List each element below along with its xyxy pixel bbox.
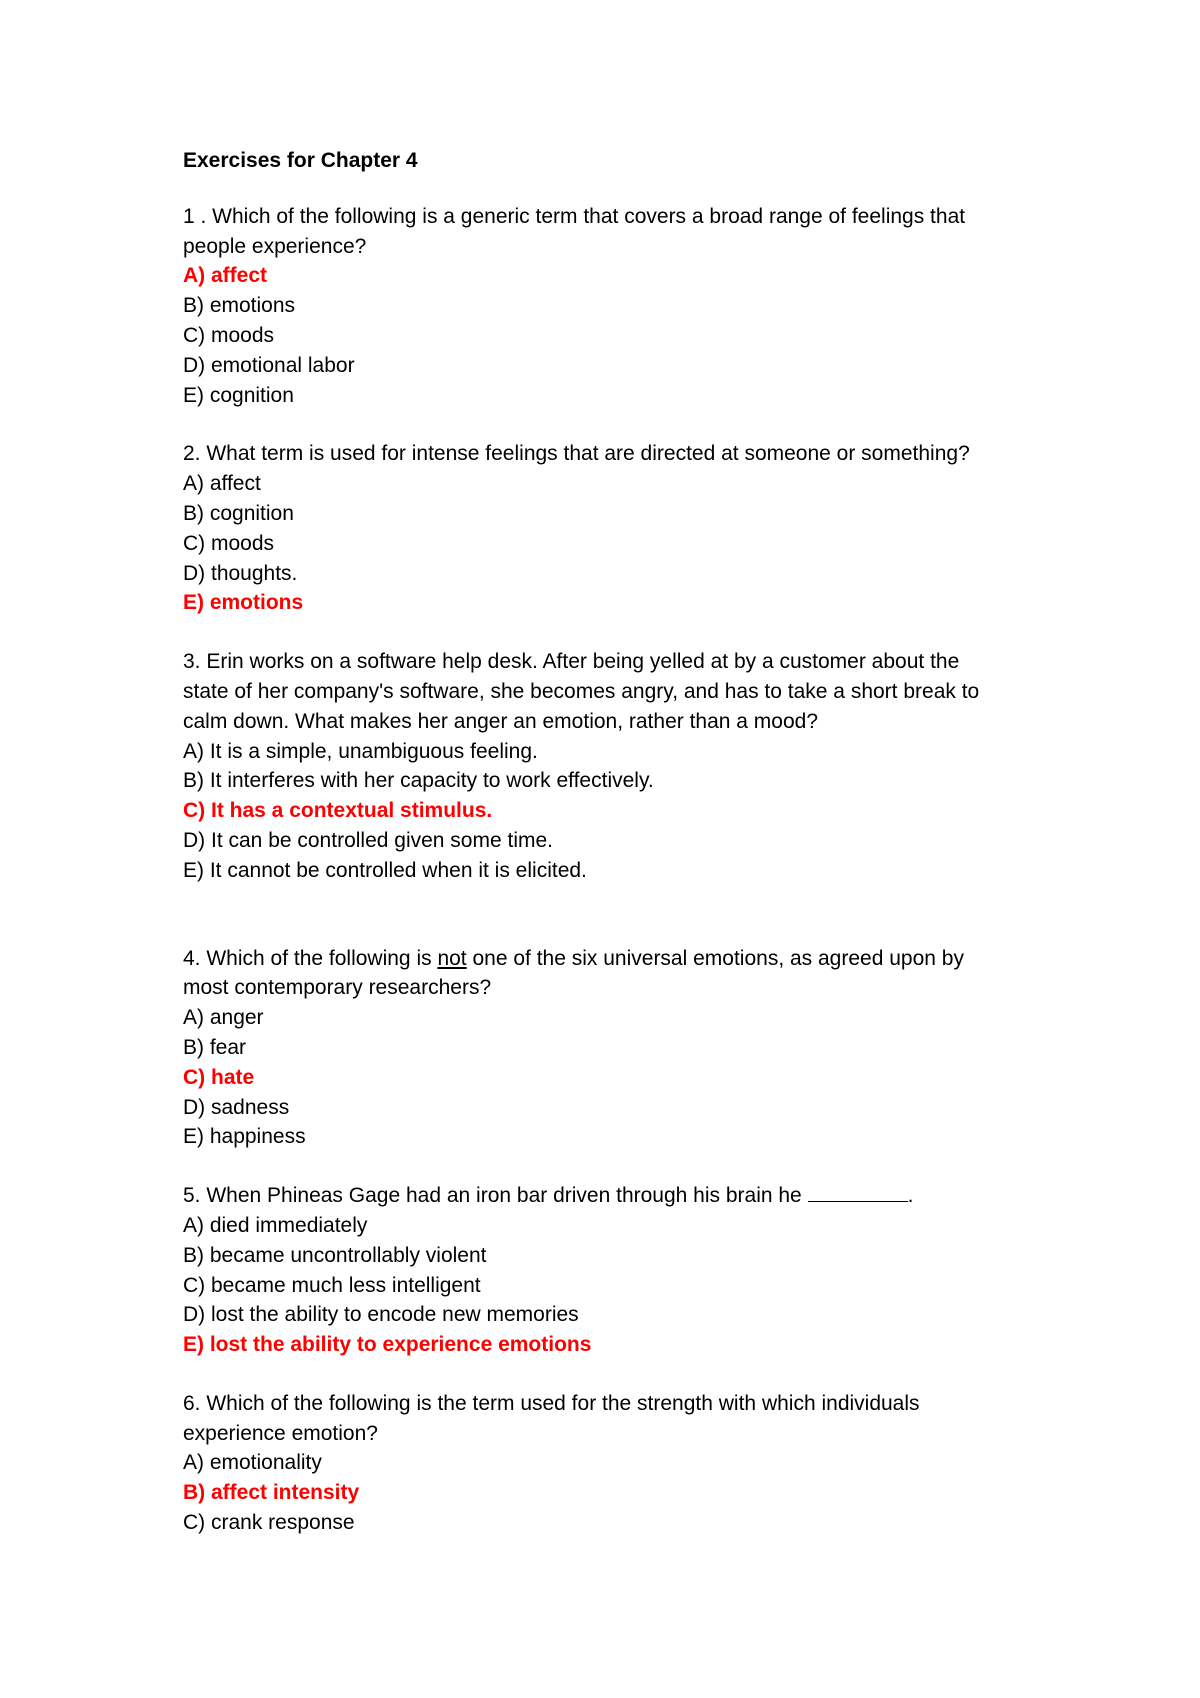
question-2-option-e-correct: E) emotions (183, 591, 304, 615)
question-4-option-b: B) fear (183, 1035, 247, 1059)
question-4-option-c-correct: C) hate (183, 1065, 255, 1089)
question-2-option-d: D) thoughts. (183, 561, 298, 585)
question-6-stem-line-1: 6. Which of the following is the term used for the strength with which individuals (183, 1391, 920, 1415)
document-page (183, 146, 1063, 1567)
question-6-option-c: C) crank response (183, 1511, 355, 1535)
question-5-stem-line-1 (183, 1181, 1063, 1211)
question-5-option-c: C) became much less intelligent (183, 1273, 481, 1297)
question-2-option-a: A) affect (183, 472, 261, 496)
question-5-stem-text: 5. When Phineas Gage had an iron bar driven through his brain he (183, 1184, 808, 1208)
question-1-option-d: D) emotional labor (183, 353, 355, 377)
question-4-option-d: D) sadness (183, 1095, 290, 1119)
question-5-option-d: D) lost the ability to encode new memories (183, 1303, 579, 1327)
question-3-option-a: A) It is a simple, unambiguous feeling. (183, 739, 538, 763)
question-3 (183, 647, 1063, 885)
question-1-option-b: B) emotions (183, 294, 296, 318)
question-4-stem-prefix: 4. Which of the following is (183, 946, 438, 970)
question-1-option-a-correct: A) affect (183, 264, 268, 288)
question-6 (183, 1389, 1063, 1538)
question-4 (183, 944, 1063, 1153)
question-1 (183, 202, 1063, 411)
question-1-stem-line-2: people experience? (183, 234, 367, 258)
question-5-stem-end: . (907, 1184, 914, 1208)
page-title: Exercises for Chapter 4 (183, 149, 418, 172)
question-5-option-a: A) died immediately (183, 1213, 368, 1237)
question-1-option-c: C) moods (183, 323, 275, 347)
question-4-stem-line-2: most contemporary researchers? (183, 976, 492, 1000)
question-6-stem-line-2: experience emotion? (183, 1421, 378, 1445)
question-3-stem-line-1: 3. Erin works on a software help desk. After being yelled at by a customer about the (183, 650, 960, 674)
question-3-option-d: D) It can be controlled given some time. (183, 828, 554, 852)
question-5-option-b: B) became uncontrollably violent (183, 1243, 487, 1267)
question-4-stem-line-1 (183, 944, 1063, 974)
question-2 (183, 439, 1063, 618)
question-4-stem-suffix: one of the six universal emotions, as agreed upon by (466, 946, 964, 970)
question-3-stem-line-3: calm down. What makes her anger an emotion, rather than a mood? (183, 709, 819, 733)
question-4-stem-underlined: not (437, 946, 467, 970)
question-6-option-a: A) emotionality (183, 1451, 322, 1475)
question-5 (183, 1181, 1063, 1360)
question-3-stem-line-2: state of her company's software, she becomes angry, and has to take a short break to (183, 679, 980, 703)
question-3-option-b: B) It interferes with her capacity to work effectively. (183, 769, 654, 793)
question-2-stem-line-1: 2. What term is used for intense feelings that are directed at someone or something? (183, 442, 970, 466)
question-1-option-e: E) cognition (183, 383, 294, 407)
question-5-option-e-correct: E) lost the ability to experience emotions (183, 1333, 592, 1357)
question-3-option-e: E) It cannot be controlled when it is elicited. (183, 858, 587, 882)
question-4-option-e: E) happiness (183, 1125, 306, 1149)
question-2-option-b: B) cognition (183, 501, 294, 525)
question-3-option-c-correct: C) It has a contextual stimulus. (183, 799, 493, 823)
question-6-option-b-correct: B) affect intensity (183, 1481, 360, 1505)
fill-in-blank (808, 1183, 908, 1202)
question-1-stem-line-1: 1 . Which of the following is a generic term that covers a broad range of feelings that (183, 204, 966, 228)
question-4-option-a: A) anger (183, 1006, 264, 1030)
question-2-option-c: C) moods (183, 531, 275, 555)
